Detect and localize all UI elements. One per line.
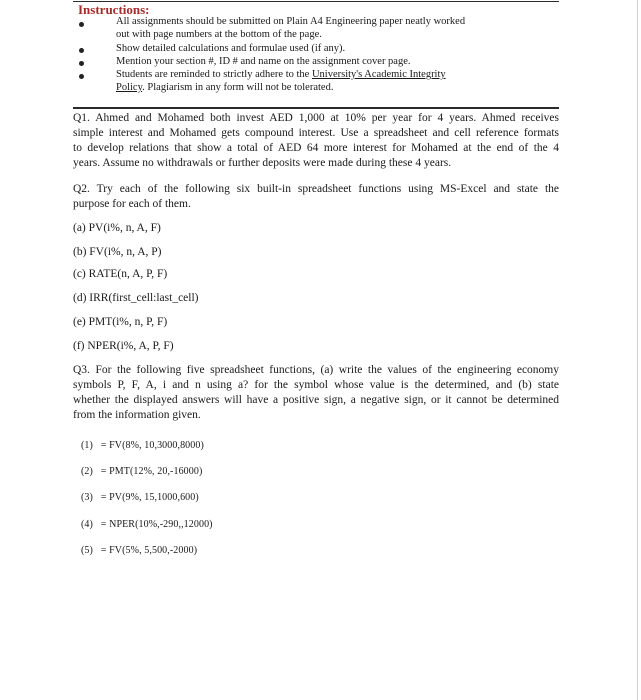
instruction-1-line-1: All assignments should be submitted on Plain A4 Engineering paper neatly worked — [116, 16, 466, 27]
formula-1: (1) = FV(8%, 10,3000,8000) — [81, 440, 204, 451]
function-d: (d) IRR(first_cell:last_cell) — [73, 292, 199, 304]
formula-3: (3) = PV(9%, 15,1000,600) — [81, 492, 199, 503]
section-rule — [73, 107, 559, 109]
bullet-icon — [79, 74, 84, 79]
function-f: (f) NPER(i%, A, P, F) — [73, 340, 174, 352]
instruction-4-line-2: Policy. Plagiarism in any form will not be tolerated. — [116, 82, 334, 93]
function-e: (e) PMT(i%, n, P, F) — [73, 316, 168, 328]
function-c: (c) RATE(n, A, P, F) — [73, 268, 168, 280]
question-3: Q3. For the following five spreadsheet functions, (a) write the values of the engineering economy symbols P, F, A, i and n using a? for the symbol whose value is the determined, and (b) state whether the displayed answers will have a positive sign, a negative sign, or it cannot be determined from the information given. — [73, 364, 559, 421]
formula-4: (4) = NPER(10%,-290,,12000) — [81, 519, 213, 530]
instruction-1-line-2: out with page numbers at the bottom of the page. — [116, 29, 322, 40]
bullet-icon — [79, 48, 84, 53]
question-2: Q2. Try each of the following six built-in spreadsheet functions using MS-Excel and state the purpose for each of them. — [73, 183, 559, 210]
formula-5: (5) = FV(5%, 5,500,-2000) — [81, 545, 198, 556]
instructions-title: Instructions: — [78, 2, 150, 17]
bullet-icon — [79, 22, 84, 27]
formula-2: (2) = PMT(12%, 20,-16000) — [81, 466, 203, 477]
policy-link[interactable]: Policy — [116, 82, 143, 93]
bullet-icon — [79, 61, 84, 66]
question-1: Q1. Ahmed and Mohamed both invest AED 1,000 at 10% per year for 4 years. Ahmed receives simple interest and Mohamed gets compound interest. Use a spreadsheet and cell reference formats to develop relations that show a total of AED 64 more interest for Mohamed at the end of the 4 years. Assume no withdrawals or further deposits were made during these 4 years. — [73, 112, 559, 169]
instruction-4-line-1: Students are reminded to strictly adhere to the University's Academic Integrity — [116, 69, 446, 80]
instruction-3: Mention your section #, ID # and name on the assignment cover page. — [116, 56, 411, 67]
integrity-policy-link[interactable]: University's Academic Integrity — [311, 69, 446, 80]
function-a: (a) PV(i%, n, A, F) — [73, 222, 161, 234]
function-b: (b) FV(i%, n, A, P) — [73, 246, 162, 258]
instruction-2: Show detailed calculations and formulae used (if any). — [116, 43, 346, 54]
